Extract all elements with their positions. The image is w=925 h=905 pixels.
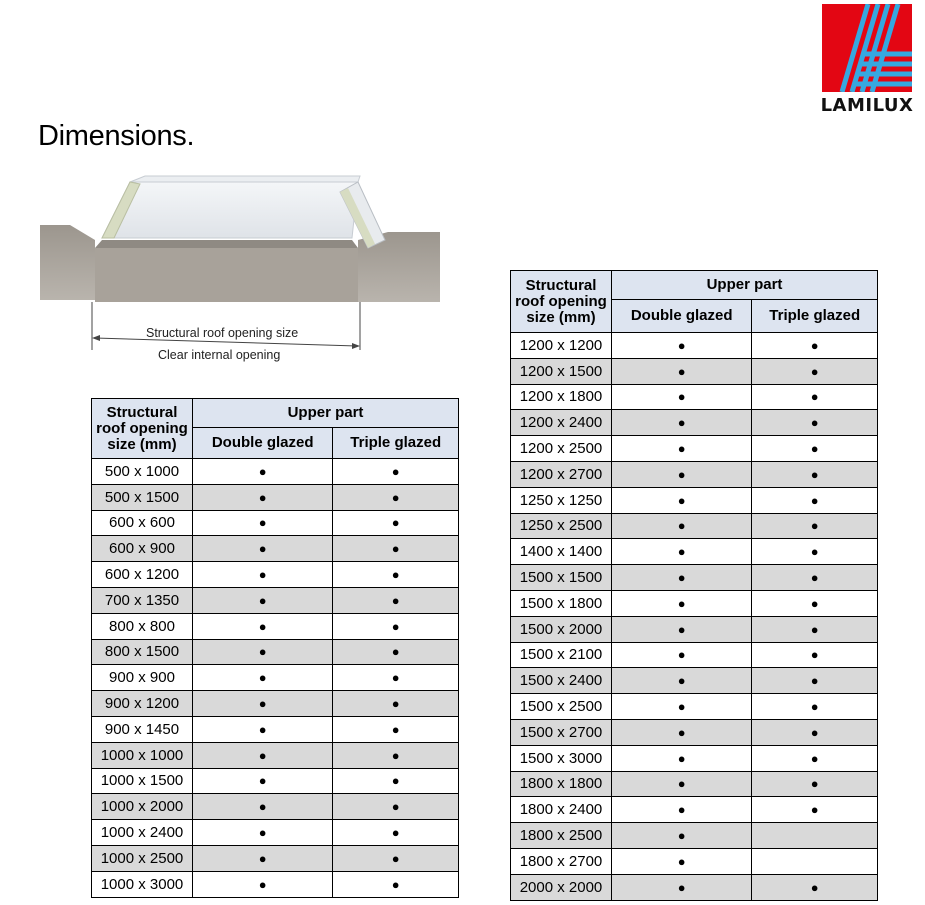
header-structural-size: Structural roof opening size (mm)	[511, 271, 612, 333]
double-glazed-cell	[193, 665, 333, 691]
size-cell: 600 x 1200	[92, 562, 193, 588]
table-row	[92, 562, 459, 588]
available-dot-icon: ●	[677, 699, 686, 715]
table-row	[511, 642, 878, 668]
available-dot-icon: ●	[677, 337, 686, 353]
double-glazed-cell	[612, 565, 752, 591]
available-dot-icon: ●	[810, 415, 819, 431]
size-cell: 1500 x 3000	[511, 745, 612, 771]
available-dot-icon: ●	[258, 541, 267, 557]
available-dot-icon: ●	[258, 799, 267, 815]
available-dot-icon: ●	[258, 696, 267, 712]
available-dot-icon: ●	[677, 518, 686, 534]
triple-glazed-cell	[752, 487, 878, 513]
size-cell: 1500 x 2000	[511, 616, 612, 642]
double-glazed-cell	[193, 536, 333, 562]
triple-glazed-cell	[333, 536, 459, 562]
available-dot-icon: ●	[677, 673, 686, 689]
double-glazed-cell	[193, 794, 333, 820]
triple-glazed-cell	[333, 845, 459, 871]
available-dot-icon: ●	[258, 592, 267, 608]
table-row	[92, 742, 459, 768]
table-row	[511, 358, 878, 384]
table-row	[92, 820, 459, 846]
available-dot-icon: ●	[391, 876, 400, 892]
triple-glazed-cell	[752, 694, 878, 720]
triple-glazed-cell	[752, 797, 878, 823]
triple-glazed-cell	[333, 639, 459, 665]
header-double-glazed: Double glazed	[612, 300, 752, 333]
size-cell: 1000 x 2400	[92, 820, 193, 846]
triple-glazed-cell	[752, 436, 878, 462]
available-dot-icon: ●	[677, 441, 686, 457]
available-dot-icon: ●	[810, 595, 819, 611]
triple-glazed-cell	[333, 665, 459, 691]
header-upper-part: Upper part	[612, 271, 878, 300]
double-glazed-cell	[193, 510, 333, 536]
double-glazed-cell	[193, 845, 333, 871]
size-cell: 1500 x 1800	[511, 590, 612, 616]
triple-glazed-cell	[752, 539, 878, 565]
size-cell: 1000 x 2000	[92, 794, 193, 820]
triple-glazed-cell	[333, 562, 459, 588]
size-cell: 1200 x 1800	[511, 384, 612, 410]
size-cell: 900 x 1200	[92, 691, 193, 717]
size-cell: 600 x 900	[92, 536, 193, 562]
available-dot-icon: ●	[810, 466, 819, 482]
double-glazed-cell	[193, 613, 333, 639]
available-dot-icon: ●	[391, 463, 400, 479]
size-cell: 1200 x 1500	[511, 358, 612, 384]
size-cell: 1200 x 2500	[511, 436, 612, 462]
double-glazed-cell	[612, 590, 752, 616]
table-row	[92, 639, 459, 665]
table-row	[511, 513, 878, 539]
table-left-body	[92, 459, 459, 898]
size-cell: 1500 x 2400	[511, 668, 612, 694]
table-row	[511, 771, 878, 797]
size-cell: 1500 x 2500	[511, 694, 612, 720]
table-row	[511, 590, 878, 616]
double-glazed-cell	[612, 848, 752, 874]
table-row	[92, 665, 459, 691]
available-dot-icon: ●	[391, 567, 400, 583]
triple-glazed-cell	[752, 616, 878, 642]
table-row	[92, 536, 459, 562]
table-row	[511, 410, 878, 436]
dimensions-table-left	[91, 398, 459, 898]
triple-glazed-cell	[333, 871, 459, 897]
triple-glazed-cell	[752, 410, 878, 436]
size-cell: 1000 x 1500	[92, 768, 193, 794]
size-cell: 600 x 600	[92, 510, 193, 536]
available-dot-icon: ●	[677, 828, 686, 844]
double-glazed-cell	[193, 820, 333, 846]
available-dot-icon: ●	[810, 363, 819, 379]
available-dot-icon: ●	[677, 879, 686, 895]
available-dot-icon: ●	[391, 747, 400, 763]
available-dot-icon: ●	[258, 567, 267, 583]
size-cell: 1200 x 2400	[511, 410, 612, 436]
double-glazed-cell	[193, 587, 333, 613]
available-dot-icon: ●	[810, 389, 819, 405]
double-glazed-cell	[612, 616, 752, 642]
available-dot-icon: ●	[810, 441, 819, 457]
available-dot-icon: ●	[810, 776, 819, 792]
lamilux-logo	[820, 4, 914, 114]
table-row	[511, 745, 878, 771]
double-glazed-cell	[612, 487, 752, 513]
size-cell: 1250 x 2500	[511, 513, 612, 539]
size-cell: 500 x 1000	[92, 459, 193, 485]
table-row	[511, 539, 878, 565]
clear-opening-label: Clear internal opening	[158, 348, 281, 362]
dimensions-table-right	[510, 270, 878, 901]
triple-glazed-cell	[333, 820, 459, 846]
table-row	[92, 716, 459, 742]
available-dot-icon: ●	[810, 518, 819, 534]
available-dot-icon: ●	[258, 644, 267, 660]
available-dot-icon: ●	[810, 621, 819, 637]
triple-glazed-cell	[752, 874, 878, 900]
double-glazed-cell	[612, 797, 752, 823]
available-dot-icon: ●	[810, 699, 819, 715]
double-glazed-cell	[612, 539, 752, 565]
triple-glazed-cell	[333, 510, 459, 536]
triple-glazed-cell	[333, 794, 459, 820]
table-row	[92, 613, 459, 639]
table-row	[511, 487, 878, 513]
available-dot-icon: ●	[258, 825, 267, 841]
size-cell: 1500 x 2700	[511, 719, 612, 745]
skylight-glazing	[102, 182, 358, 238]
triple-glazed-cell	[752, 565, 878, 591]
double-glazed-cell	[193, 459, 333, 485]
table-row	[511, 719, 878, 745]
available-dot-icon: ●	[677, 415, 686, 431]
size-cell: 1200 x 1200	[511, 333, 612, 359]
double-glazed-cell	[612, 823, 752, 849]
double-glazed-cell	[193, 691, 333, 717]
available-dot-icon: ●	[391, 696, 400, 712]
triple-glazed-cell	[333, 742, 459, 768]
header-double-glazed: Double glazed	[193, 428, 333, 459]
available-dot-icon: ●	[677, 466, 686, 482]
table-row	[92, 587, 459, 613]
available-dot-icon: ●	[677, 492, 686, 508]
available-dot-icon: ●	[677, 853, 686, 869]
available-dot-icon: ●	[391, 541, 400, 557]
triple-glazed-cell	[333, 587, 459, 613]
triple-glazed-cell	[752, 668, 878, 694]
table-row	[511, 384, 878, 410]
double-glazed-cell	[193, 639, 333, 665]
table-row	[92, 691, 459, 717]
size-cell: 1800 x 2700	[511, 848, 612, 874]
double-glazed-cell	[612, 719, 752, 745]
available-dot-icon: ●	[391, 489, 400, 505]
double-glazed-cell	[612, 410, 752, 436]
size-cell: 1800 x 2400	[511, 797, 612, 823]
available-dot-icon: ●	[677, 570, 686, 586]
double-glazed-cell	[612, 436, 752, 462]
triple-glazed-cell	[752, 590, 878, 616]
available-dot-icon: ●	[258, 489, 267, 505]
table-row	[511, 616, 878, 642]
structural-opening-label: Structural roof opening size	[146, 326, 299, 340]
size-cell: 1250 x 1250	[511, 487, 612, 513]
double-glazed-cell	[612, 358, 752, 384]
table-row	[511, 668, 878, 694]
size-cell: 1200 x 2700	[511, 461, 612, 487]
double-glazed-cell	[193, 768, 333, 794]
available-dot-icon: ●	[258, 670, 267, 686]
available-dot-icon: ●	[677, 544, 686, 560]
triple-glazed-cell	[752, 333, 878, 359]
header-triple-glazed: Triple glazed	[333, 428, 459, 459]
lamilux-logo-text: LAMILUX	[820, 95, 914, 116]
double-glazed-cell	[193, 871, 333, 897]
size-cell: 1500 x 2100	[511, 642, 612, 668]
triple-glazed-cell	[752, 384, 878, 410]
available-dot-icon: ●	[810, 337, 819, 353]
table-row	[92, 484, 459, 510]
available-dot-icon: ●	[391, 825, 400, 841]
size-cell: 900 x 1450	[92, 716, 193, 742]
available-dot-icon: ●	[810, 647, 819, 663]
available-dot-icon: ●	[810, 724, 819, 740]
table-row	[92, 510, 459, 536]
size-cell: 500 x 1500	[92, 484, 193, 510]
size-cell: 1000 x 2500	[92, 845, 193, 871]
size-cell: 1800 x 1800	[511, 771, 612, 797]
double-glazed-cell	[612, 461, 752, 487]
double-glazed-cell	[612, 668, 752, 694]
upstand-front	[95, 248, 358, 302]
available-dot-icon: ●	[258, 618, 267, 634]
available-dot-icon: ●	[677, 724, 686, 740]
size-cell: 1400 x 1400	[511, 539, 612, 565]
available-dot-icon: ●	[391, 721, 400, 737]
triple-glazed-cell	[333, 484, 459, 510]
available-dot-icon: ●	[391, 799, 400, 815]
triple-glazed-cell	[752, 719, 878, 745]
available-dot-icon: ●	[677, 802, 686, 818]
table-row	[511, 461, 878, 487]
available-dot-icon: ●	[391, 618, 400, 634]
table-row	[511, 565, 878, 591]
table-row	[92, 871, 459, 897]
double-glazed-cell	[193, 716, 333, 742]
table-row	[511, 333, 878, 359]
triple-glazed-cell	[333, 613, 459, 639]
triple-glazed-cell	[333, 691, 459, 717]
triple-glazed-cell	[752, 513, 878, 539]
available-dot-icon: ●	[391, 850, 400, 866]
available-dot-icon: ●	[810, 879, 819, 895]
header-triple-glazed: Triple glazed	[752, 300, 878, 333]
available-dot-icon: ●	[258, 747, 267, 763]
available-dot-icon: ●	[677, 389, 686, 405]
available-dot-icon: ●	[677, 750, 686, 766]
available-dot-icon: ●	[258, 876, 267, 892]
triple-glazed-cell	[752, 642, 878, 668]
table-row	[511, 694, 878, 720]
size-cell: 900 x 900	[92, 665, 193, 691]
table-row	[92, 768, 459, 794]
table-right-body	[511, 333, 878, 901]
skylight-dimension-diagram	[40, 170, 445, 370]
available-dot-icon: ●	[391, 644, 400, 660]
table-row	[92, 794, 459, 820]
double-glazed-cell	[612, 745, 752, 771]
double-glazed-cell	[612, 694, 752, 720]
double-glazed-cell	[612, 874, 752, 900]
available-dot-icon: ●	[677, 776, 686, 792]
triple-glazed-cell	[333, 716, 459, 742]
available-dot-icon: ●	[258, 773, 267, 789]
size-cell: 800 x 1500	[92, 639, 193, 665]
size-cell: 1000 x 1000	[92, 742, 193, 768]
available-dot-icon: ●	[810, 544, 819, 560]
lamilux-logo-mark	[822, 4, 912, 92]
available-dot-icon: ●	[258, 850, 267, 866]
table-row	[511, 436, 878, 462]
table-row	[511, 797, 878, 823]
size-cell: 800 x 800	[92, 613, 193, 639]
size-cell: 1800 x 2500	[511, 823, 612, 849]
available-dot-icon: ●	[391, 773, 400, 789]
double-glazed-cell	[612, 513, 752, 539]
available-dot-icon: ●	[810, 492, 819, 508]
available-dot-icon: ●	[258, 463, 267, 479]
double-glazed-cell	[612, 771, 752, 797]
triple-glazed-cell	[752, 848, 878, 874]
triple-glazed-cell	[333, 459, 459, 485]
available-dot-icon: ●	[677, 647, 686, 663]
available-dot-icon: ●	[810, 673, 819, 689]
table-row	[511, 823, 878, 849]
double-glazed-cell	[612, 384, 752, 410]
double-glazed-cell	[193, 742, 333, 768]
double-glazed-cell	[193, 484, 333, 510]
available-dot-icon: ●	[677, 621, 686, 637]
triple-glazed-cell	[752, 771, 878, 797]
available-dot-icon: ●	[677, 595, 686, 611]
double-glazed-cell	[193, 562, 333, 588]
available-dot-icon: ●	[258, 515, 267, 531]
triple-glazed-cell	[333, 768, 459, 794]
size-cell: 1000 x 3000	[92, 871, 193, 897]
available-dot-icon: ●	[810, 570, 819, 586]
available-dot-icon: ●	[810, 802, 819, 818]
table-row	[511, 874, 878, 900]
table-row	[511, 848, 878, 874]
roof-slab-left	[40, 225, 95, 300]
table-row	[92, 459, 459, 485]
header-structural-size: Structural roof opening size (mm)	[92, 399, 193, 459]
double-glazed-cell	[612, 642, 752, 668]
available-dot-icon: ●	[810, 750, 819, 766]
available-dot-icon: ●	[391, 515, 400, 531]
header-upper-part: Upper part	[193, 399, 459, 428]
table-row	[92, 845, 459, 871]
available-dot-icon: ●	[391, 670, 400, 686]
size-cell: 2000 x 2000	[511, 874, 612, 900]
double-glazed-cell	[612, 333, 752, 359]
triple-glazed-cell	[752, 461, 878, 487]
available-dot-icon: ●	[391, 592, 400, 608]
page-title: Dimensions.	[38, 120, 195, 152]
triple-glazed-cell	[752, 745, 878, 771]
triple-glazed-cell	[752, 358, 878, 384]
available-dot-icon: ●	[258, 721, 267, 737]
triple-glazed-cell	[752, 823, 878, 849]
size-cell: 1500 x 1500	[511, 565, 612, 591]
size-cell: 700 x 1350	[92, 587, 193, 613]
available-dot-icon: ●	[677, 363, 686, 379]
